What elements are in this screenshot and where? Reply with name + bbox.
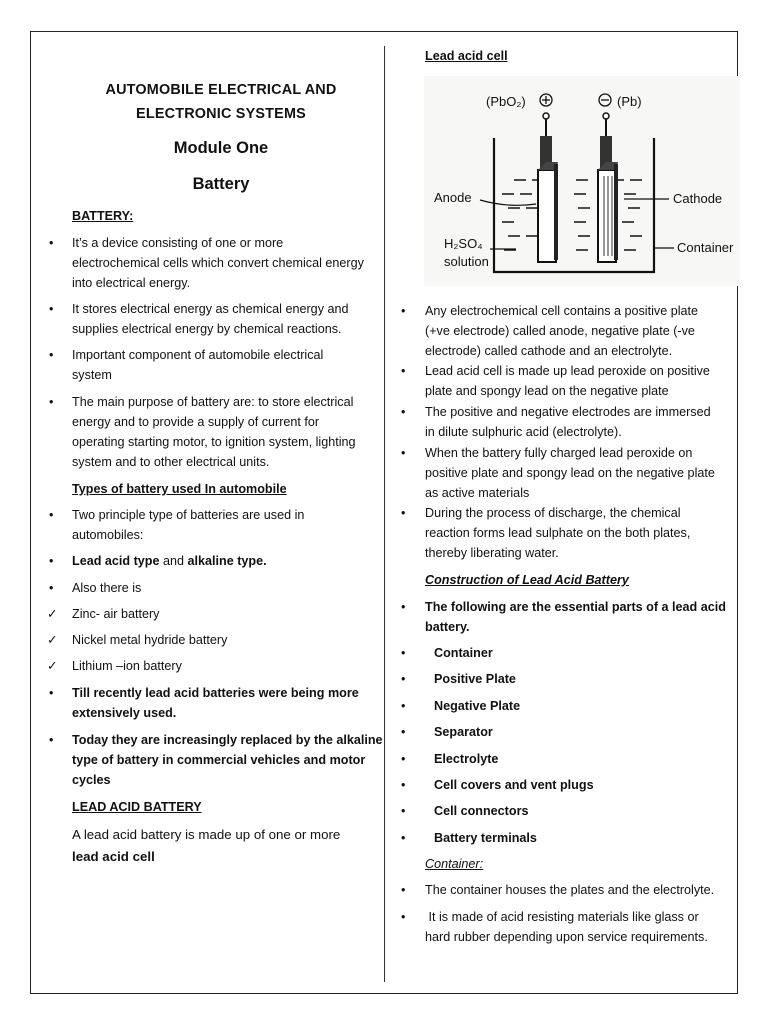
bullet-line: hard rubber depending upon service requirements. (425, 930, 708, 944)
bullet-line: Lead acid cell is made up lead peroxide on positive (425, 364, 710, 378)
bullet-dot: • (401, 804, 406, 818)
doc-title-line1: AUTOMOBILE ELECTRICAL AND (105, 82, 337, 98)
bullet-dot: • (49, 395, 54, 409)
bullet-line: as active materials (425, 486, 530, 500)
part-item: Separator (434, 725, 493, 739)
bullet-line: It stores electrical energy as chemical energy and (72, 302, 349, 316)
bullet-dot: • (401, 506, 406, 520)
bullet-line: operating starting motor, to ignition system, lighting (72, 435, 356, 449)
also-text: Also there is (72, 581, 142, 595)
bullet-line: system (72, 368, 112, 382)
bullet-line: It is made of acid resisting materials like glass or (425, 910, 699, 924)
bullet-line: system and to other electrical units. (72, 455, 270, 469)
bullet-dot: • (49, 348, 54, 362)
pos-terminal-label: (PbO₂) (486, 94, 526, 109)
and-text: and (159, 554, 188, 568)
bullet-line: positive plate and spongy lead on the negative plate (425, 466, 715, 480)
construction-heading: Construction of Lead Acid Battery (425, 573, 629, 587)
bullet-line: The main purpose of battery are: to store electrical (72, 395, 354, 409)
bullet-line: Important component of automobile electrical (72, 348, 324, 362)
checkmark-icon: ✓ (47, 633, 58, 647)
bullet-dot: • (401, 405, 406, 419)
checkmark-icon: ✓ (47, 659, 58, 673)
solution-label: solution (444, 254, 489, 269)
lead-acid-cell-heading: Lead acid cell (425, 49, 508, 63)
bullet-dot: • (401, 725, 406, 739)
bullet-dot: • (401, 304, 406, 318)
container-label: Container (677, 240, 734, 255)
bullet-line: type of battery in commercial vehicles and motor (72, 753, 366, 767)
bullet-dot: • (401, 672, 406, 686)
subject-heading: Battery (192, 175, 250, 193)
container-heading: Container: (425, 857, 484, 871)
neg-terminal-label: (Pb) (617, 94, 642, 109)
cathode-label: Cathode (673, 191, 723, 206)
bullet-line: Two principle type of batteries are used in (72, 508, 305, 522)
bullet-dot: • (49, 236, 54, 250)
check-item: Zinc- air battery (72, 607, 160, 621)
bullet-dot: • (49, 581, 54, 595)
bullet-line: plate and spongy lead on the negative plate (425, 384, 669, 398)
bullet-line: Any electrochemical cell contains a positive plate (425, 304, 699, 318)
bullet-line: into electrical energy. (72, 276, 191, 290)
bullet-line: energy and to provide a supply of current for (72, 415, 320, 429)
lead-acid-battery-text: lead acid cell (72, 849, 155, 864)
bullet-dot: • (401, 446, 406, 460)
bullet-line: The following are the essential parts of a lead acid (425, 600, 726, 614)
part-item: Battery terminals (434, 831, 537, 845)
bullet-line: supplies electrical energy by chemical reactions. (72, 322, 342, 336)
bullet-line: in dilute sulphuric acid (electrolyte). (425, 425, 622, 439)
bullet-line: extensively used. (72, 706, 177, 720)
checkmark-icon: ✓ (47, 607, 58, 621)
lead-acid-type: Lead acid type (72, 554, 160, 568)
h2so4-label: H₂SO₄ (444, 236, 483, 251)
bullet-dot: • (401, 910, 406, 924)
bullet-line: thereby liberating water. (425, 546, 559, 560)
bullet-line: Today they are increasingly replaced by the alkaline (72, 733, 383, 747)
bullet-dot: • (401, 699, 406, 713)
part-item: Electrolyte (434, 752, 499, 766)
bullet-line: cycles (72, 773, 111, 787)
bullet-dot: • (49, 302, 54, 316)
types-heading: Types of battery used In automobile (72, 482, 287, 496)
battery-types-line (72, 551, 267, 571)
part-item: Positive Plate (434, 672, 516, 686)
battery-heading: BATTERY: (72, 209, 134, 223)
bullet-line: When the battery fully charged lead peroxide on (425, 446, 693, 460)
bullet-dot: • (401, 600, 406, 614)
bullet-line: electrode) called cathode and an electrolyte. (425, 344, 673, 358)
lead-acid-battery-text: A lead acid battery is made up of one or more (72, 827, 341, 842)
bullet-dot: • (49, 733, 54, 747)
part-item: Cell covers and vent plugs (434, 778, 594, 792)
bullet-dot: • (49, 508, 54, 522)
bullet-line: (+ve electrode) called anode, negative plate (-ve (425, 324, 695, 338)
bullet-line: The container houses the plates and the electrolyte. (425, 883, 715, 897)
bullet-line: automobiles: (72, 528, 144, 542)
part-item: Cell connectors (434, 804, 529, 818)
alkaline-type: alkaline type. (187, 554, 267, 568)
column-divider (384, 46, 385, 982)
bullet-dot: • (401, 883, 406, 897)
bullet-dot: • (401, 364, 406, 378)
bullet-dot: • (49, 554, 54, 568)
bullet-line: Till recently lead acid batteries were being more (72, 686, 359, 700)
part-item: Container (434, 646, 493, 660)
part-item: Negative Plate (434, 699, 521, 713)
bullet-dot: • (401, 831, 406, 845)
check-item: Nickel metal hydride battery (72, 633, 228, 647)
bullet-line: It’s a device consisting of one or more (72, 236, 284, 250)
bullet-line: electrochemical cells which convert chemical energy (72, 256, 364, 270)
bullet-dot: • (401, 646, 406, 660)
lead-acid-battery-heading: LEAD ACID BATTERY (72, 800, 202, 814)
bullet-line: The positive and negative electrodes are immersed (425, 405, 711, 419)
bullet-dot: • (401, 778, 406, 792)
bullet-line: battery. (425, 620, 470, 634)
anode-label: Anode (434, 190, 472, 205)
bullet-dot: • (49, 686, 54, 700)
module-heading: Module One (173, 139, 269, 157)
bullet-line: reaction forms lead sulphate on the both plates, (425, 526, 691, 540)
bullet-line: During the process of discharge, the chemical (425, 506, 681, 520)
doc-title-line2: ELECTRONIC SYSTEMS (136, 106, 306, 122)
check-item: Lithium –ion battery (72, 659, 182, 673)
lead-acid-cell-diagram (424, 76, 740, 286)
bullet-dot: • (401, 752, 406, 766)
